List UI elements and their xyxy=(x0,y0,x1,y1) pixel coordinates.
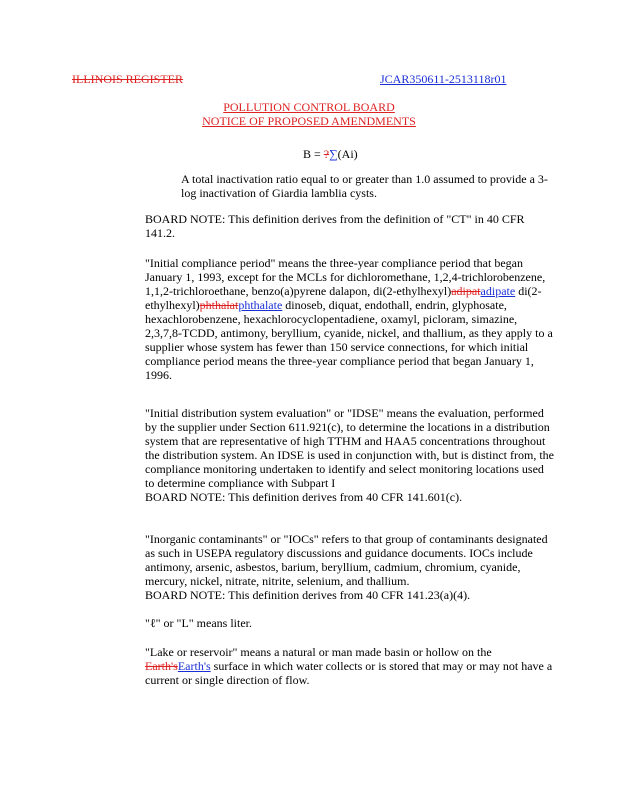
formula-lhs: B = xyxy=(303,147,324,161)
paragraph-idse xyxy=(145,406,555,504)
text-run: di(2-ethylhexyl) xyxy=(145,284,542,312)
paragraph-text xyxy=(145,645,555,687)
paragraph-initial-compliance xyxy=(145,256,555,382)
deleted-text: adipat xyxy=(451,284,481,298)
paragraph-text: "Initial distribution system evaluation" or "IDSE" means the evaluation, performed by the supplier under Section 611.921(c), to determine the locations in a distribution system that are representative of high TTHM and HAA5 concentrations throughout the distribution system. An IDSE is used in conjunction with, but is distinct from, the compliance monitoring undertaken to identify and select monitoring locations used to determine compliance with Subpart I xyxy=(145,406,554,490)
deleted-text: phthalat xyxy=(199,298,239,312)
title-block xyxy=(0,100,618,128)
paragraph-text: "ℓ" or "L" means liter. xyxy=(145,616,252,630)
paragraph-lake-reservoir xyxy=(145,645,555,687)
paragraph-ioc xyxy=(145,532,555,602)
text-run: dinoseb, diquat, endothall, endrin, glyphosate, hexachlorobenzene, hexachlorocyclopentadiene, oxamyl, picloram, simazine, 2,3,7,8-TCDD, antimony, beryllium, cyanide, nickel, and thallium, as they apply to a supplier whose system has fewer than 150 service connections, for which initial compliance period means the three-year compliance period that began January 1, 1996. xyxy=(145,298,553,382)
formula xyxy=(303,147,358,162)
paragraph-text: A total inactivation ratio equal to or greater than 1.0 assumed to provide a 3-log inactivation of Giardia lamblia cysts. xyxy=(181,172,548,200)
paragraph-text xyxy=(145,256,555,382)
formula-rhs: (Ai) xyxy=(337,147,358,161)
paragraph-board-note-ct xyxy=(145,212,555,240)
paragraph-text: "Inorganic contaminants" or "IOCs" refers to that group of contaminants designated as such in USEPA regulatory discussions and guidance documents. IOCs include antimony, arsenic, asbestos, barium, beryllium, cadmium, chromium, cyanide, mercury, nickel, nitrate, nitrite, selenium, and thallium. xyxy=(145,532,548,588)
notice-title: NOTICE OF PROPOSED AMENDMENTS xyxy=(202,114,416,128)
header-register: ILLINOIS REGISTER xyxy=(72,72,183,86)
text-run: "Lake or reservoir" means a natural or man made basin or hollow on the xyxy=(145,645,492,659)
formula-inserted: ∑ xyxy=(329,147,338,161)
formula-deleted: ? xyxy=(323,147,330,161)
board-title: POLLUTION CONTROL BOARD xyxy=(223,100,395,114)
board-note: BOARD NOTE: This definition derives from 40 CFR 141.601(c). xyxy=(145,490,463,504)
board-note: BOARD NOTE: This definition derives from 40 CFR 141.23(a)(4). xyxy=(145,588,471,602)
inserted-text: adipate xyxy=(480,284,516,298)
paragraph-text: BOARD NOTE: This definition derives from the definition of "CT" in 40 CFR 141.2. xyxy=(145,212,525,240)
paragraph-liter xyxy=(145,616,555,630)
inserted-text: Earth's xyxy=(177,659,211,673)
text-run: surface in which water collects or is stored that may or may not have a current or single direction of flow. xyxy=(145,659,553,687)
inserted-text: phthalate xyxy=(238,298,283,312)
paragraph-ct-definition xyxy=(181,172,561,200)
text-run: "Initial compliance period" means the three-year compliance period that began January 1, 1993, except for the MCLs for dichloromethane, 1,2,4-trichlorobenzene, 1,1,2-trichloroethane, benzo(a)pyrene dalapon, di(2-ethylhexyl) xyxy=(145,256,546,298)
deleted-text: Earth's xyxy=(145,659,178,673)
header-jcar-id: JCAR350611-2513118r01 xyxy=(380,72,507,86)
